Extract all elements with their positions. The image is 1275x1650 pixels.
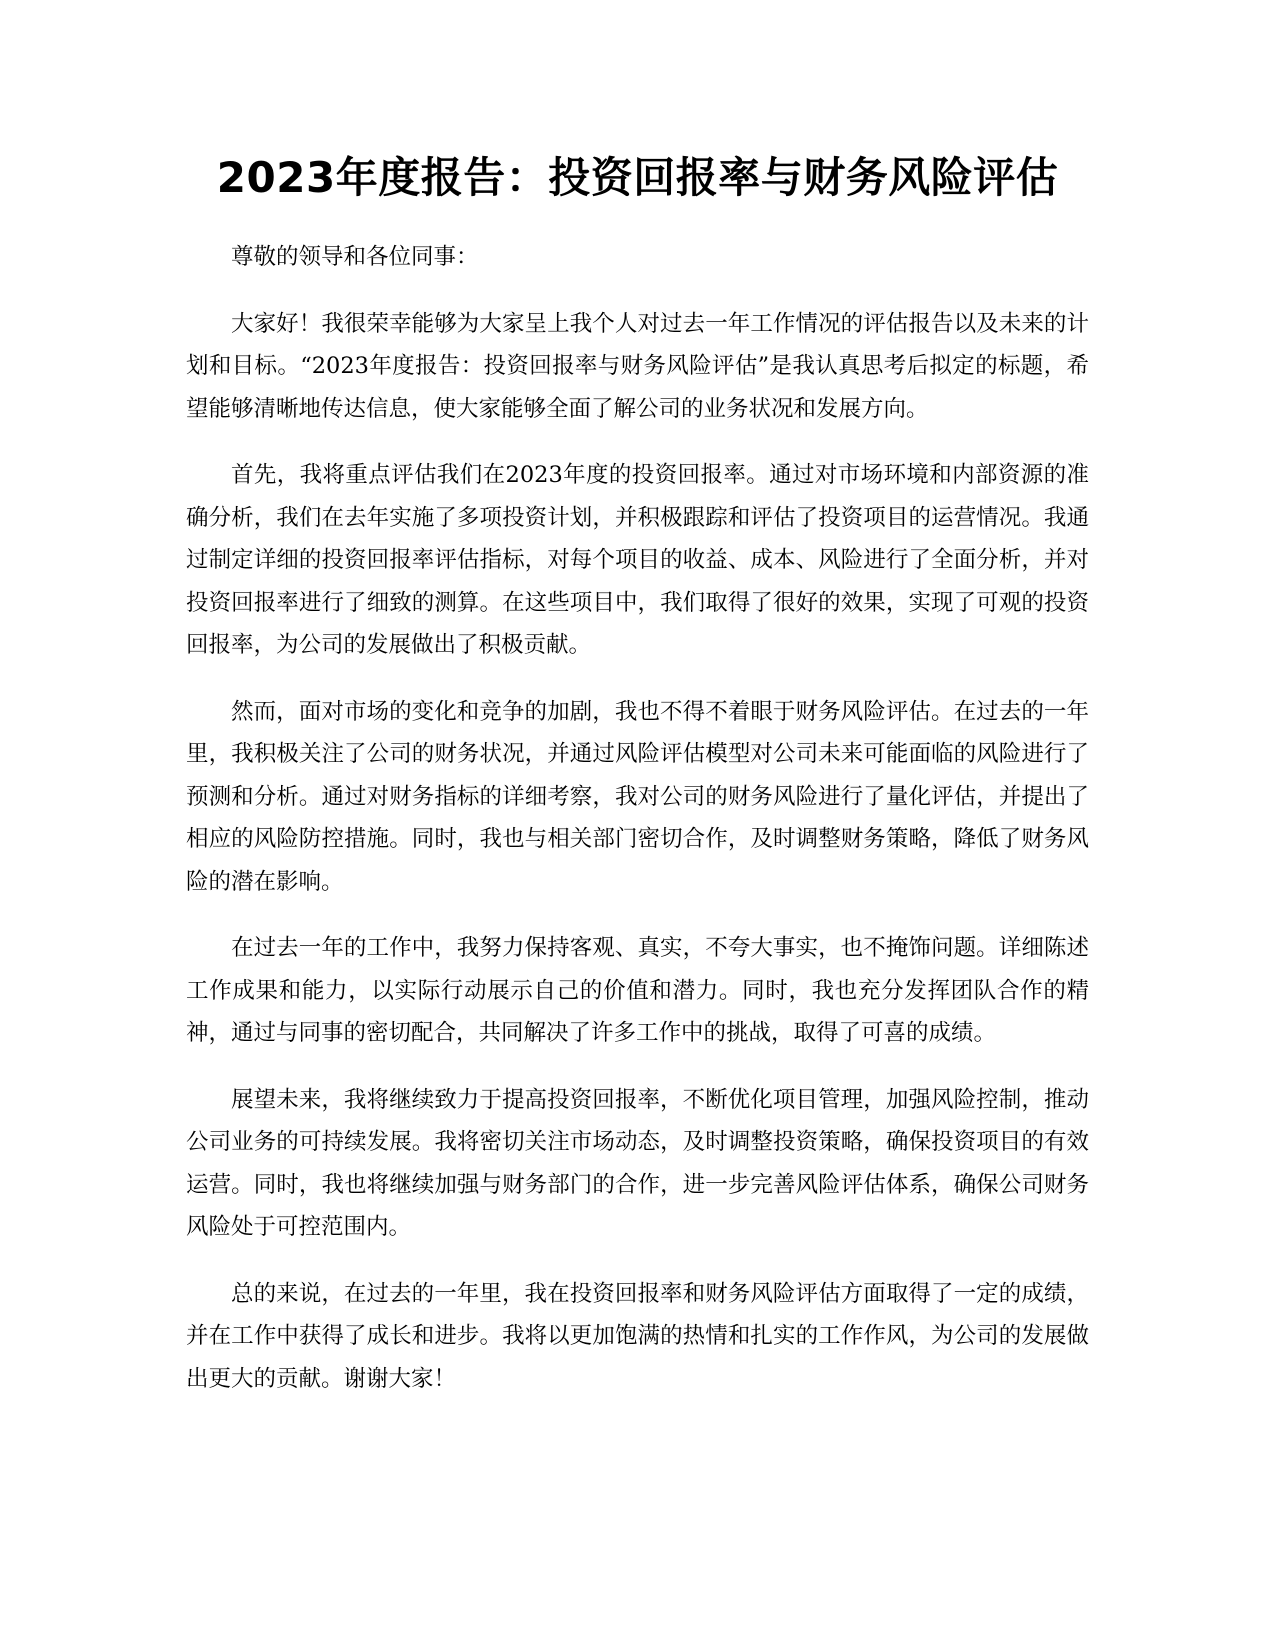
salutation-paragraph: 尊敬的领导和各位同事： bbox=[231, 244, 479, 270]
document-title: 2023年度报告：投资回报率与财务风险评估 bbox=[216, 153, 1059, 202]
body-paragraph: 大家好！我很荣幸能够为大家呈上我个人对过去一年工作情况的评估报告以及未来的计划和目标。“2023年度报告：投资回报率与财务风险评估”是我认真思考后拟定的标题，希望能够清晰地传达信息，使大家能够全面了解公司的业务状况和发展方向。 bbox=[186, 310, 1089, 422]
document-body bbox=[186, 236, 1089, 1400]
body-paragraph: 首先，我将重点评估我们在2023年度的投资回报率。通过对市场环境和内部资源的准确分析，我们在去年实施了多项投资计划，并积极跟踪和评估了投资项目的运营情况。我通过制定详细的投资回报率评估指标，对每个项目的收益、成本、风险进行了全面分析，并对投资回报率进行了细致的测算。在这些项目中，我们取得了很好的效果，实现了可观的投资回报率，为公司的发展做出了积极贡献。 bbox=[186, 462, 1089, 658]
body-paragraph: 在过去一年的工作中，我努力保持客观、真实，不夸大事实，也不掩饰问题。详细陈述工作成果和能力，以实际行动展示自己的价值和潜力。同时，我也充分发挥团队合作的精神，通过与同事的密切配合，共同解决了许多工作中的挑战，取得了可喜的成绩。 bbox=[186, 935, 1089, 1046]
body-paragraph: 然而，面对市场的变化和竞争的加剧，我也不得不着眼于财务风险评估。在过去的一年里，我积极关注了公司的财务状况，并通过风险评估模型对公司未来可能面临的风险进行了预测和分析。通过对财务指标的详细考察，我对公司的财务风险进行了量化评估，并提出了相应的风险防控措施。同时，我也与相关部门密切合作，及时调整财务策略，降低了财务风险的潜在影响。 bbox=[186, 698, 1089, 895]
closing-paragraph: 总的来说，在过去的一年里，我在投资回报率和财务风险评估方面取得了一定的成绩，并在工作中获得了成长和进步。我将以更加饱满的热情和扎实的工作作风，为公司的发展做出更大的贡献。谢谢大家！ bbox=[186, 1280, 1089, 1392]
body-paragraph: 展望未来，我将继续致力于提高投资回报率，不断优化项目管理，加强风险控制，推动公司业务的可持续发展。我将密切关注市场动态，及时调整投资策略，确保投资项目的有效运营。同时，我也将继续加强与财务部门的合作，进一步完善风险评估体系，确保公司财务风险处于可控范围内。 bbox=[186, 1086, 1089, 1240]
